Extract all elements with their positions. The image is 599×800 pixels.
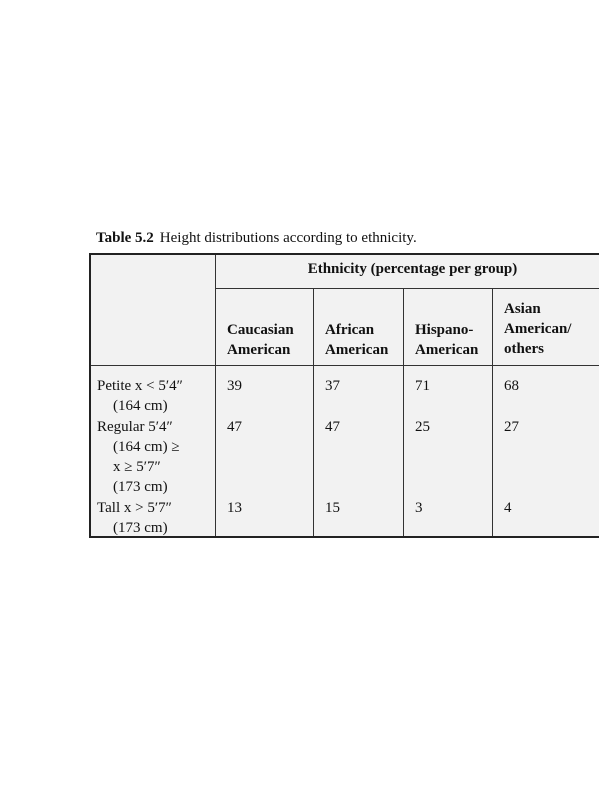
table-cell: 47 (227, 419, 242, 435)
column-divider (403, 288, 404, 536)
row-divider (91, 365, 599, 366)
table-cell: 47 (325, 419, 340, 435)
table-cell: 39 (227, 378, 242, 394)
table-caption (96, 230, 417, 247)
table-cell: 15 (325, 500, 340, 516)
height-table (89, 253, 599, 538)
column-header-asian: Asian American/ others (504, 301, 572, 357)
column-divider (313, 288, 314, 536)
table-cell: 25 (415, 419, 430, 435)
table-cell: 4 (504, 500, 512, 516)
table-number: Table 5.2 (96, 230, 154, 246)
row-divider (215, 288, 599, 289)
group-header: Ethnicity (percentage per group) (307, 261, 518, 277)
column-divider (492, 288, 493, 536)
table-cell: 27 (504, 419, 519, 435)
column-header-african: African American (325, 322, 389, 358)
table-cell: 37 (325, 378, 340, 394)
row-label-petite: Petite x < 5′4″ (164 cm) (97, 378, 183, 414)
table-cell: 71 (415, 378, 430, 394)
column-divider (215, 255, 216, 536)
table-cell: 13 (227, 500, 242, 516)
row-label-regular: Regular 5′4″ (164 cm) ≥ x ≥ 5′7″ (173 cm) (97, 419, 180, 495)
table-title: Height distributions according to ethnicity. (159, 230, 417, 246)
column-header-hispano: Hispano- American (415, 322, 479, 358)
column-header-caucasian: Caucasian American (227, 322, 294, 358)
row-label-tall: Tall x > 5′7″ (173 cm) (97, 500, 172, 536)
table-cell: 68 (504, 378, 519, 394)
table-cell: 3 (415, 500, 423, 516)
